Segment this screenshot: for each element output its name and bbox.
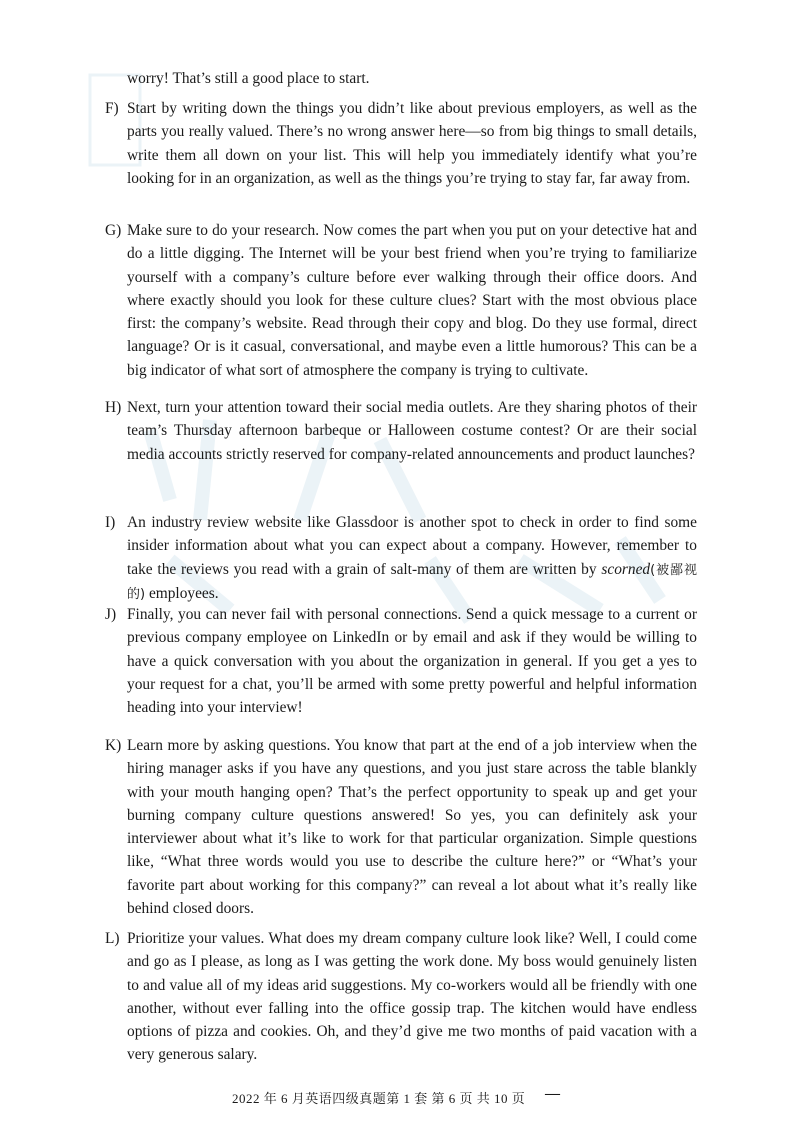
paragraph-label: J) <box>105 606 117 623</box>
paragraph-text: Start by writing down the things you didn’t like about previous employers, as well as the parts you really valued. There’s no wrong answer here—so from big things to small details, write them all down on your list. This will help you immediately identify what you’re looking for in an organization, as well as the things you’re trying to stay far, far away from. <box>127 100 697 187</box>
italic-word: scorned <box>601 560 651 578</box>
paragraph-h <box>105 396 697 466</box>
paragraph-tail: employees. <box>148 584 219 602</box>
paragraph-label: G) <box>105 222 122 239</box>
page-footer: 2022 年 6 月英语四级真题第 1 套 第 6 页 共 10 页 <box>232 1091 526 1106</box>
paragraph-text: Finally, you can never fail with personal connections. Send a quick message to a current or previous company employee on LinkedIn or by email and ask if they would be willing to have a quick conversation with you about the organization in general. If you get a yes to your request for a chat, you’ll be armed with some pretty powerful and helpful information heading into your interview! <box>127 606 697 717</box>
paragraph-label: H) <box>105 399 122 416</box>
paragraph-f <box>105 97 697 190</box>
footer-mark: — <box>545 1086 560 1102</box>
paragraph-text: Learn more by asking questions. You know that part at the end of a job interview when the hiring manager asks if you have any questions, and you just stare across the table blankly with your mouth hanging open? That’s the perfect opportunity to speak up and get your burning company culture questions answered! So yes, you can definitely ask your interviewer about what it’s like to work for that particular organization. Simple questions like, “What three words would you use to describe the culture here?” or “What’s your favorite part about working for this company?” can reveal a lot about what it’s really like behind closed doors. <box>127 737 697 918</box>
paragraph-text: Make sure to do your research. Now comes the part when you put on your detective hat and do a little digging. The Internet will be your best friend when you’re trying to familiarize yourself with a company’s culture before ever walking through their office doors. And where exactly should you look for these culture clues? Start with the most obvious place first: the company’s website. Read through their copy and blog. Do they use formal, direct language? Or is it casual, conversational, and maybe even a little humorous? This can be a big indicator of what sort of atmosphere the company is trying to cultivate. <box>127 222 697 379</box>
paragraph-text: Prioritize your values. What does my dream company culture look like? Well, I could come and go as I please, as long as I was getting the work done. My boss would genuinely listen to and value all of my ideas arid suggestions. My co-workers would all be friendly with one another, without ever falling into the office gossip trap. The kitchen would have endless options of pizza and cookies. Oh, and they’d give me two months of paid vacation with a very generous salary. <box>127 930 697 1064</box>
continuation-text: worry! That’s still a good place to start. <box>127 70 370 87</box>
paragraph-text: Next, turn your attention toward their social media outlets. Are they sharing photos of their team’s Thursday afternoon barbeque or Halloween costume contest? Or are their social media accounts strictly reserved for company-related announcements and product launches? <box>127 399 697 463</box>
paragraph-text: An industry review website like Glassdoor is another spot to check in order to find some insider information about what you can expect about a company. However, remember to take the reviews you read with a grain of salt-many of them are written by <box>127 514 697 578</box>
paragraph-label: K) <box>105 737 122 754</box>
paragraph-g <box>105 219 697 382</box>
paragraph-l <box>105 927 697 1067</box>
paragraph-label: L) <box>105 930 120 947</box>
paragraph-i <box>105 511 697 606</box>
paragraph-j <box>105 603 697 719</box>
paragraph-label: I) <box>105 514 116 531</box>
paragraph-k <box>105 734 697 920</box>
chinese-gloss: (被鄙视的) <box>127 562 697 602</box>
paragraph-label: F) <box>105 100 119 117</box>
